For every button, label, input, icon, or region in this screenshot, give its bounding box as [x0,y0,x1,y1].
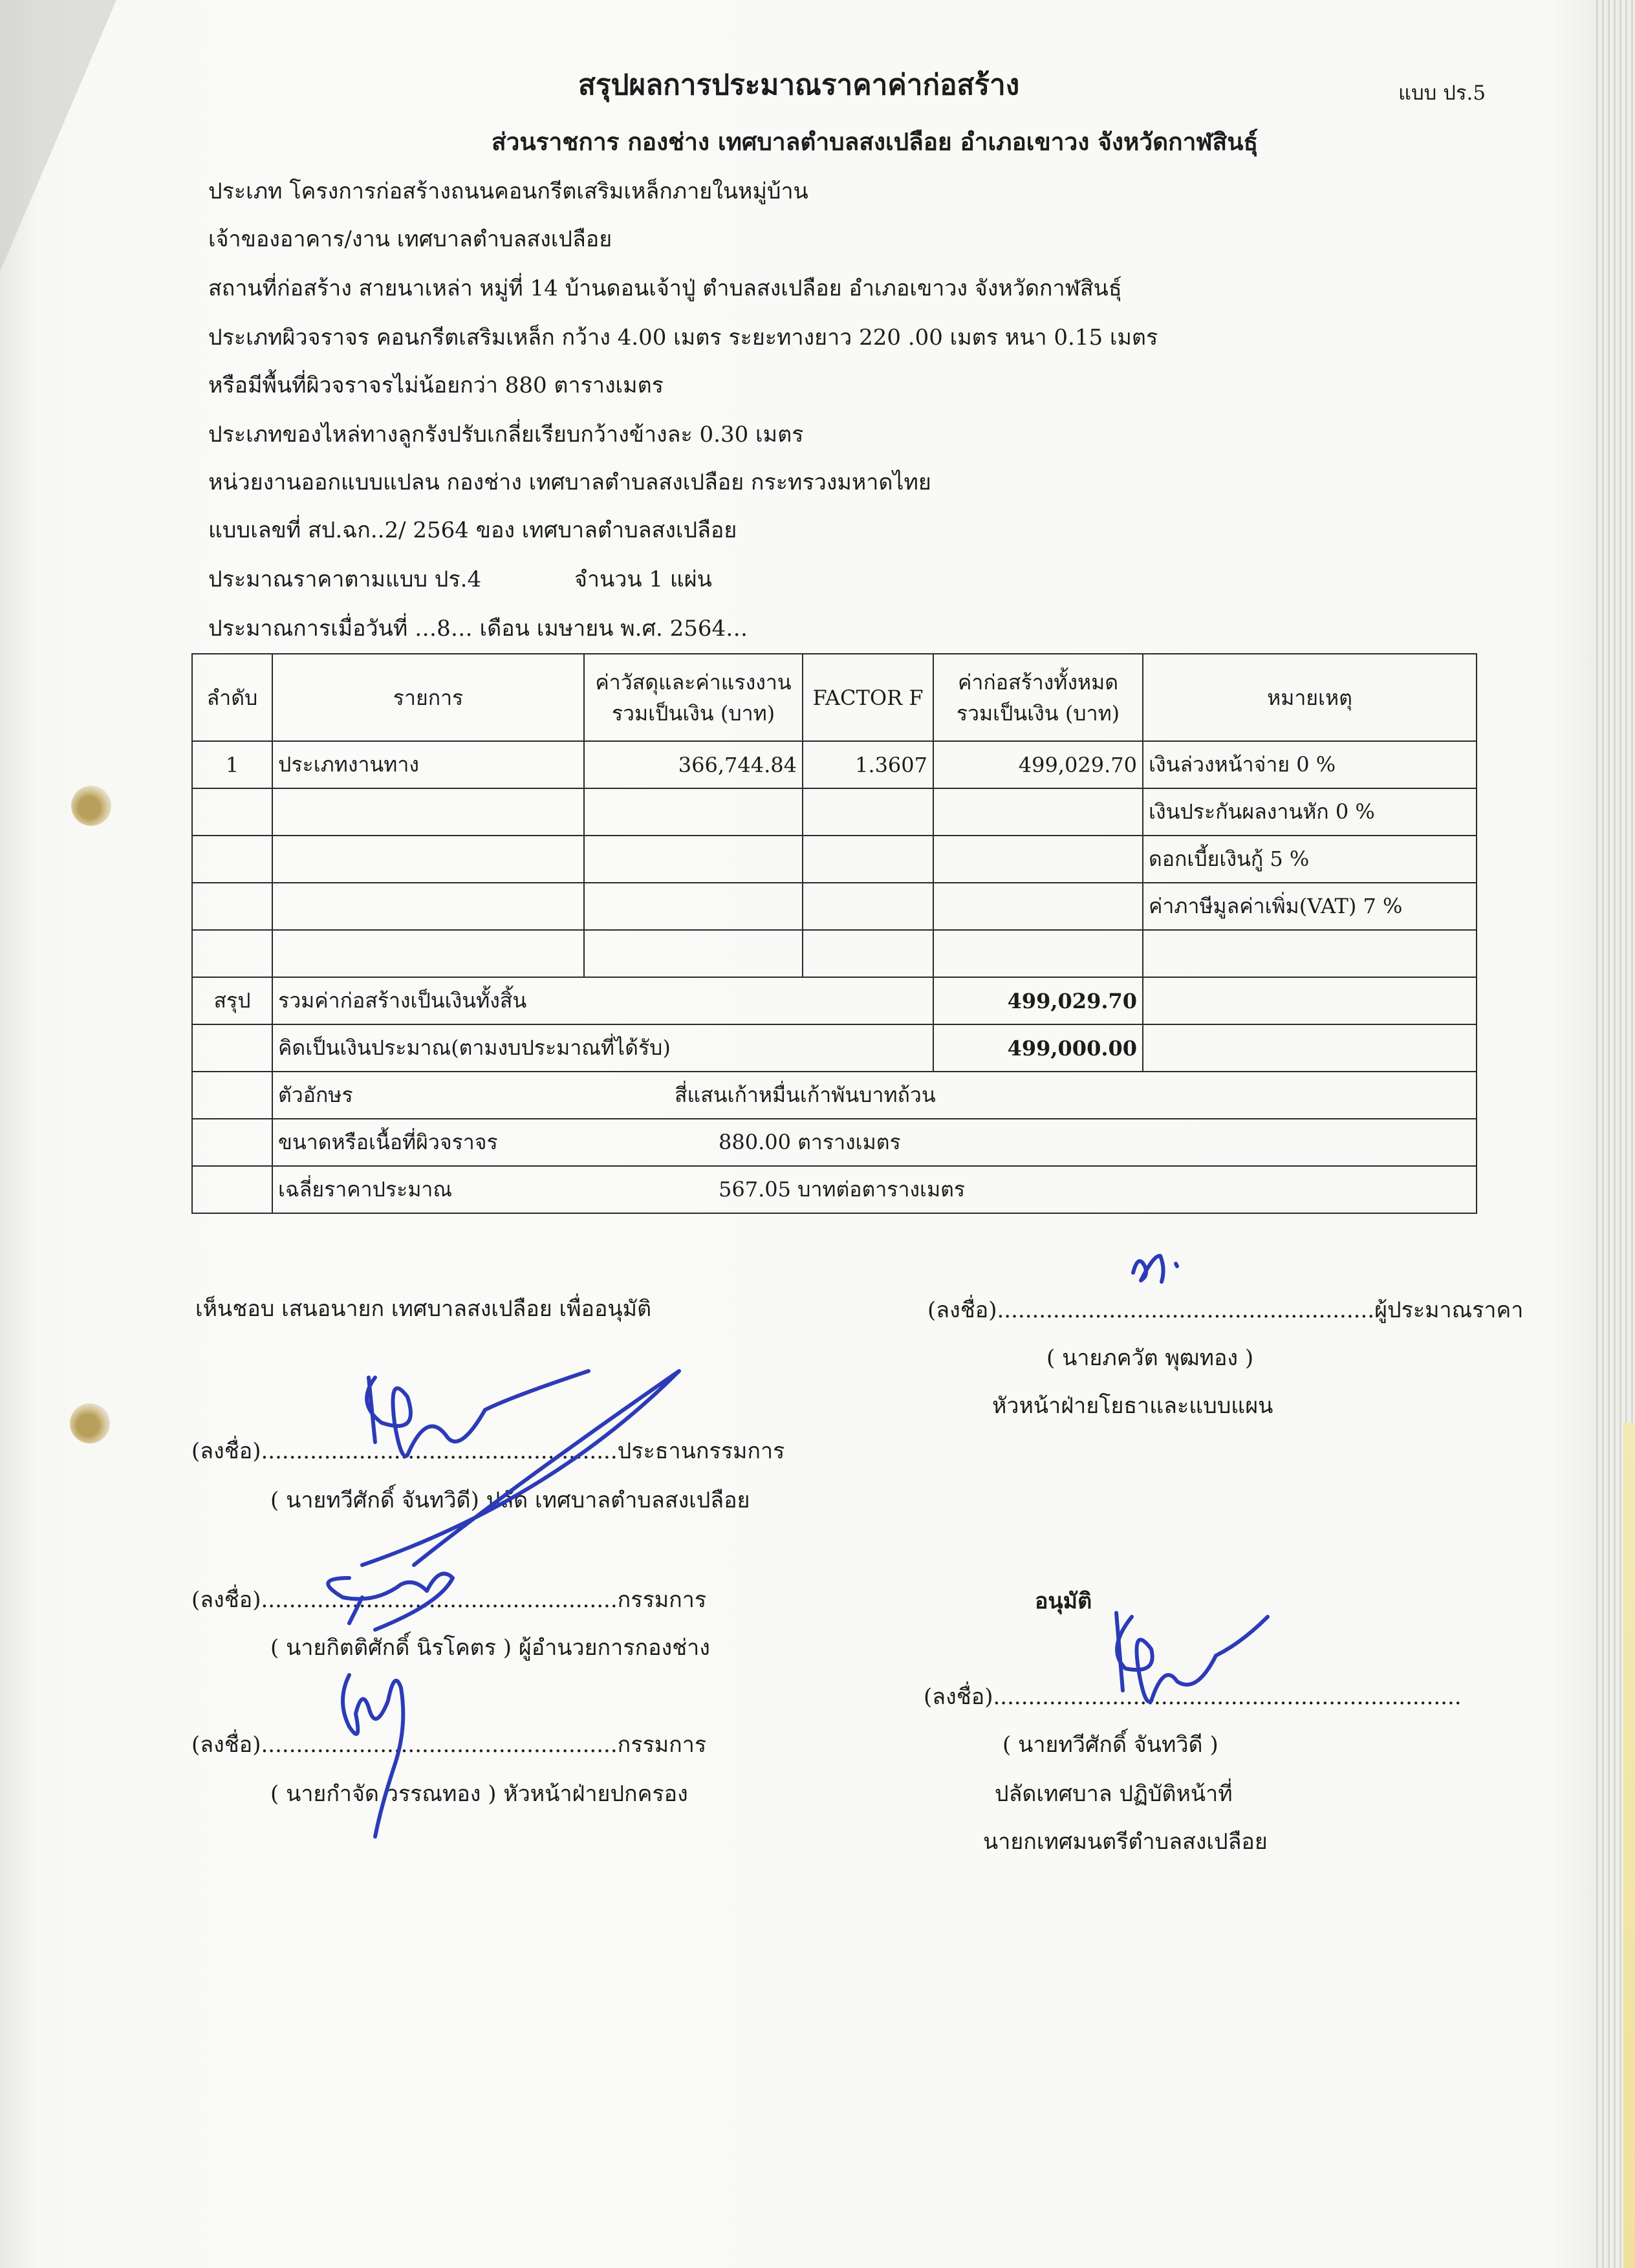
header-total: ค่าก่อสร้างทั้งหมด รวมเป็นเงิน (บาท) [933,654,1143,741]
designer-line: หน่วยงานออกแบบแปลน กองช่าง เทศบาลตำบลสงเปลือย กระทรวงมหาดไทย [208,470,931,495]
cell-no: 1 [192,741,272,788]
cell-remark: เงินประกันผลงานหัก 0 % [1143,788,1477,836]
summary-letters-value: สี่แสนเก้าหมื่นเก้าพันบาทถ้วน [584,1072,1477,1119]
header-material: ค่าวัสดุและค่าแรงงาน รวมเป็นเงิน (บาท) [584,654,803,741]
document-title: สรุปผลการประมาณราคาค่าก่อสร้าง [578,69,1020,102]
estimate-date-line: ประมาณการเมื่อวันที่ …8… เดือน เมษายน พ.ศ. 2564… [208,616,748,642]
chair-signature [367,1371,589,1456]
estimator-title: หัวหน้าฝ่ายโยธาและแบบแผน [992,1393,1273,1419]
approver-name: ( นายทวีศักดิ์ จันทวิดี ) [1002,1732,1218,1758]
summary-label: สรุป [192,977,272,1024]
endorse-line: เห็นชอบ เสนอนายก เทศบาลสงเปลือย เพื่ออนุมัติ [195,1296,652,1322]
cell-remark: ดอกเบี้ยเงินกู้ 5 % [1143,836,1477,883]
form-code: แบบ ปร.5 [1398,81,1486,105]
cell-remark: เงินล่วงหน้าจ่าย 0 % [1143,741,1477,788]
approver-position-2: นายกเทศมนตรีตำบลสงเปลือย [983,1829,1268,1855]
summary-letters-label: ตัวอักษร [272,1072,584,1119]
summary-avg-label: เฉลี่ยราคาประมาณ [272,1166,584,1213]
member1-signature [328,1573,453,1630]
header-factor: FACTOR F [803,654,933,741]
summary-budget-label: คิดเป็นเงินประมาณ(ตามงบประมาณที่ได้รับ) [272,1024,933,1072]
summary-area-value: 880.00 ตารางเมตร [584,1119,1477,1166]
approve-title: อนุมัติ [1035,1588,1092,1614]
approver-sign-line: (ลงชื่อ)................................................................... [924,1684,1462,1710]
shoulder-line: ประเภทของไหล่ทางลูกรังปรับเกลี่ยเรียบกว้างข้างละ 0.30 เมตร [208,422,804,448]
summary-area-label: ขนาดหรือเนื้อที่ผิวจราจร [272,1119,584,1166]
estimate-form-line: ประมาณราคาตามแบบ ปร.4 [208,567,482,592]
cell-total: 499,029.70 [933,741,1143,788]
header-no: ลำดับ [192,654,272,741]
location-line: สถานที่ก่อสร้าง สายนาเหล่า หมู่ที่ 14 บ้านดอนเจ้าปู่ ตำบลสงเปลือย อำเภอเขาวง จังหวัดกาฬสินธุ์ [208,275,1122,301]
project-type: ประเภท โครงการก่อสร้างถนนคอนกรีตเสริมเหล็กภายในหมู่บ้าน [208,178,808,204]
member2-name: ( นายกำจัด วรรณทอง ) หัวหน้าฝ่ายปกครอง [270,1781,688,1807]
header-item: รายการ [272,654,584,741]
cell-item: ประเภทงานทาง [272,741,584,788]
approver-position-1: ปลัดเทศบาล ปฏิบัติหน้าที่ [995,1781,1233,1807]
estimator-signature [1133,1256,1164,1282]
estimator-sign-line: (ลงชื่อ)......................................................ผู้ประมาณราคา [927,1297,1524,1323]
area-line: หรือมีพื้นที่ผิวจราจรไม่น้อยกว่า 880 ตารางเมตร [208,373,664,398]
cell-material: 366,744.84 [584,741,803,788]
member1-name: ( นายกิตติศักดิ์ นิรโคตร ) ผู้อำนวยการกองช่าง [270,1635,710,1661]
chair-sign-line: (ลงชื่อ)...................................................ประธานกรรมการ [191,1438,785,1464]
member1-sign-line: (ลงชื่อ)...................................................กรรมการ [191,1587,707,1613]
approver-signature [1117,1617,1268,1701]
plan-number-line: แบบเลขที่ สป.ฉก..2/ 2564 ของ เทศบาลตำบลสงเปลือย [208,517,737,543]
estimator-name: ( นายภควัต พุฒทอง ) [1046,1345,1254,1371]
cell-factor: 1.3607 [803,741,933,788]
surface-line: ประเภทผิวจราจร คอนกรีตเสริมเหล็ก กว้าง 4.00 เมตร ระยะทางยาว 220 .00 เมตร หนา 0.15 เมตร [208,325,1158,351]
cell-remark: ค่าภาษีมูลค่าเพิ่ม(VAT) 7 % [1143,883,1477,930]
summary-total-label: รวมค่าก่อสร้างเป็นเงินทั้งสิ้น [272,977,933,1024]
member2-signature [343,1675,403,1837]
chair-name: ( นายทวีศักดิ์ จันทวิดี) ปลัด เทศบาลตำบลสงเปลือย [270,1487,750,1513]
agency-line: ส่วนราชการ กองช่าง เทศบาลตำบลสงเปลือย อำเภอเขาวง จังหวัดกาฬสินธุ์ [492,127,1259,156]
owner-line: เจ้าของอาคาร/งาน เทศบาลตำบลสงเปลือย [208,226,612,252]
summary-avg-value: 567.05 บาทต่อตารางเมตร [584,1166,1477,1213]
member2-sign-line: (ลงชื่อ)...................................................กรรมการ [191,1732,707,1758]
summary-budget-value: 499,000.00 [933,1024,1143,1072]
sheet-count: จำนวน 1 แผ่น [574,567,712,592]
header-remark: หมายเหตุ [1143,654,1477,741]
summary-total-value: 499,029.70 [933,977,1143,1024]
